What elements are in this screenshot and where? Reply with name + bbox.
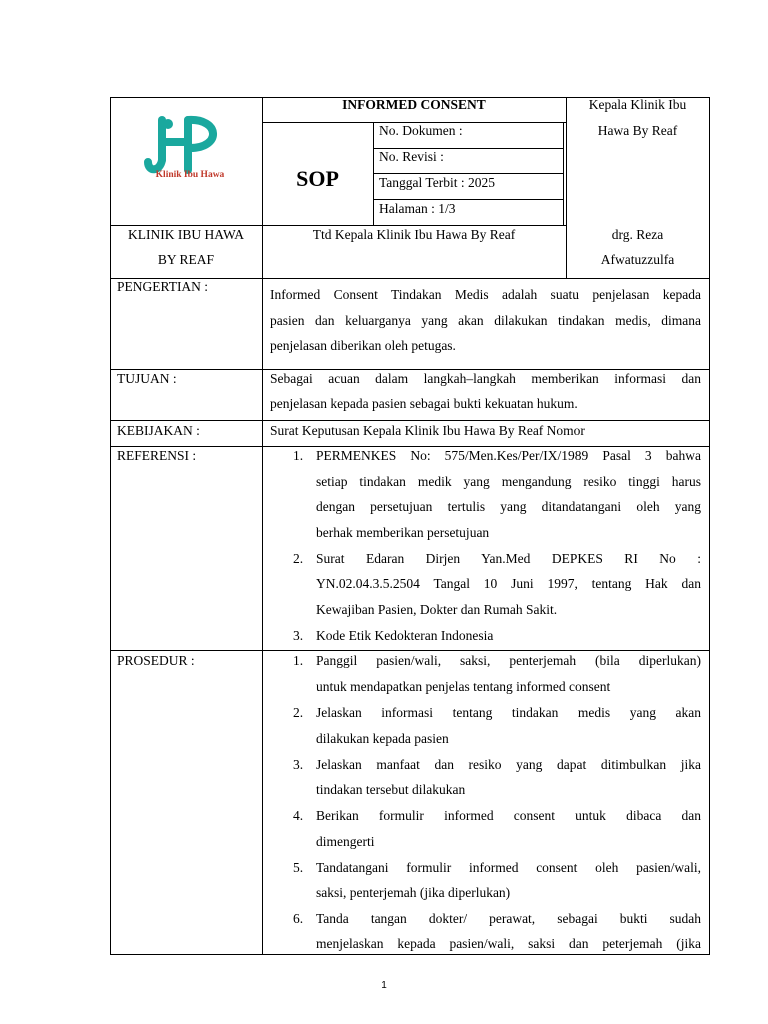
prosedur-line: saksi, penterjemah (jika diperlukan) xyxy=(316,885,511,900)
kebijakan-text: Surat Keputusan Kepala Klinik Ibu Hawa By Reaf Nomor xyxy=(270,423,585,438)
tujuan-label: TUJUAN : xyxy=(117,371,177,386)
prosedur-line: menjelaskan kepada pasien/wali, saksi dan peterjemah (jika xyxy=(316,936,701,951)
prosedur-line: Berikan formulir informed consent untuk dibaca dan xyxy=(316,808,701,823)
referensi-line: Kode Etik Kedokteran Indonesia xyxy=(316,628,494,643)
document-title: INFORMED CONSENT xyxy=(342,97,486,112)
prosedur-number: 4. xyxy=(293,808,304,823)
tanggal-terbit: Tanggal Terbit : 2025 xyxy=(379,175,495,190)
prosedur-line: tindakan tersebut dilakukan xyxy=(316,782,466,797)
referensi-line: Surat Edaran Dirjen Yan.Med DEPKES RI No : xyxy=(316,551,701,566)
referensi-line: dengan persetujuan tertulis yang ditandatangani oleh yang xyxy=(316,499,701,514)
prosedur-line: dilakukan kepada pasien xyxy=(316,731,449,746)
kebijakan-label: KEBIJAKAN : xyxy=(117,423,200,438)
prosedur-line: Jelaskan manfaat dan resiko yang dapat ditimbulkan jika xyxy=(316,757,701,772)
clinic-name-line2: BY REAF xyxy=(157,252,215,267)
pengertian-label: PENGERTIAN : xyxy=(117,279,209,294)
referensi-line: YN.02.04.3.5.2504 Tangal 10 Juni 1997, tentang Hak dan xyxy=(316,576,701,591)
tujuan-line: penjelasan kepada pasien sebagai bukti kekuatan hukum. xyxy=(270,396,578,411)
referensi-line: PERMENKES No: 575/Men.Kes/Per/IX/1989 Pasal 3 bahwa xyxy=(316,448,701,463)
prosedur-line: Tandatangani formulir informed consent oleh pasien/wali, xyxy=(316,860,701,875)
referensi-number: 1. xyxy=(293,448,304,463)
prosedur-number: 1. xyxy=(293,653,304,668)
halaman: Halaman : 1/3 xyxy=(379,201,456,216)
referensi-line: Kewajiban Pasien, Dokter dan Rumah Sakit. xyxy=(316,602,558,617)
clinic-logo xyxy=(140,108,240,188)
sop-label: SOP xyxy=(296,166,339,191)
referensi-line: berhak memberikan persetujuan xyxy=(316,525,490,540)
referensi-line: setiap tindakan medik yang mengandung resiko tinggi harus xyxy=(316,474,701,489)
prosedur-line: Tanda tangan dokter/ perawat, sebagai bukti sudah xyxy=(316,911,701,926)
referensi-number: 2. xyxy=(293,551,304,566)
doctor-name-line1: drg. Reza xyxy=(611,227,664,242)
pengertian-line: pasien dan keluarganya yang akan dilakukan tindakan medis, dimana xyxy=(270,313,701,328)
prosedur-number: 2. xyxy=(293,705,304,720)
page-number: 1 xyxy=(381,980,387,991)
pengertian-line: Informed Consent Tindakan Medis adalah suatu penjelasan kepada xyxy=(270,287,701,302)
prosedur-number: 5. xyxy=(293,860,304,875)
referensi-number: 3. xyxy=(293,628,304,643)
hp-monogram-logo-icon xyxy=(140,108,240,178)
doctor-name-line2: Afwatuzzulfa xyxy=(600,252,675,267)
pengertian-line: penjelasan diberikan oleh petugas. xyxy=(270,338,456,353)
prosedur-line: Panggil pasien/wali, saksi, penterjemah (bila diperlukan) xyxy=(316,653,701,668)
no-dokumen: No. Dokumen : xyxy=(379,123,463,138)
kepala-klinik-line2: Hawa By Reaf xyxy=(597,123,678,138)
referensi-label: REFERENSI : xyxy=(117,448,197,463)
logo-text: Klinik Ibu Hawa xyxy=(155,170,225,180)
prosedur-number: 3. xyxy=(293,757,304,772)
prosedur-line: dimengerti xyxy=(316,834,375,849)
clinic-name-line1: KLINIK IBU HAWA xyxy=(128,227,244,242)
prosedur-line: untuk mendapatkan penjelas tentang informed consent xyxy=(316,679,611,694)
prosedur-label: PROSEDUR : xyxy=(117,653,195,668)
ttd-kepala: Ttd Kepala Klinik Ibu Hawa By Reaf xyxy=(312,227,516,242)
kepala-klinik-line1: Kepala Klinik Ibu xyxy=(588,97,687,112)
prosedur-number: 6. xyxy=(293,911,304,926)
tujuan-line: Sebagai acuan dalam langkah–langkah memberikan informasi dan xyxy=(270,371,701,386)
no-revisi: No. Revisi : xyxy=(379,149,444,164)
prosedur-line: Jelaskan informasi tentang tindakan medis yang akan xyxy=(316,705,701,720)
